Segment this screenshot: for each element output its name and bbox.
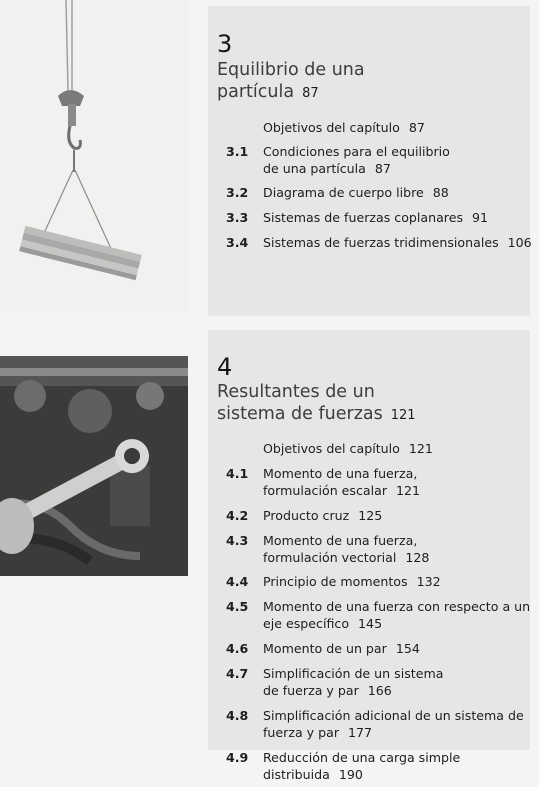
toc-entry-page: 87 [408,120,425,135]
toc-entry-title: Momento de un par [263,641,387,656]
toc-entry-page: 154 [395,641,420,656]
crane-hook-illustration [0,0,188,312]
chapter-3-title [217,59,365,105]
toc-entry-page: 125 [358,508,383,523]
toc-entry-page: 132 [416,574,441,589]
toc-entry-title: Condiciones para el equilibrio [263,144,450,159]
toc-entry-number: 4.6 [226,641,249,656]
toc-entry-title-cont: de fuerza y par [263,683,359,698]
toc-entry-number: 4.3 [226,533,249,548]
toc-entry-page: 128 [405,550,430,565]
toc-entry-number: 4.9 [226,750,249,765]
chapter-4-number: 4 [217,353,233,381]
toc-entry-title: Sistemas de fuerzas tridimensionales [263,235,499,250]
toc-entry-number: 4.5 [226,599,249,614]
toc-entry-page: 91 [472,210,489,225]
toc-entry-number: 3.4 [226,235,249,250]
crane-lifting-photo [0,0,188,312]
toc-entry-page: 166 [367,683,392,698]
toc-entry-title: Objetivos del capítulo [263,441,400,456]
toc-entry-page: 121 [408,441,433,456]
toc-entry-title: Simplificación adicional de un sistema de [263,708,524,723]
toc-entry-title: Sistemas de fuerzas coplanares [263,210,464,225]
toc-entry-title: Principio de momentos [263,574,408,589]
chapter-4-title-line1: Resultantes de un [217,382,375,402]
toc-entry-title-cont: distribuida [263,767,330,782]
toc-entry-number: 4.8 [226,708,249,723]
toc-entry-number: 3.3 [226,210,249,225]
toc-entry-page: 177 [348,725,373,740]
toc-entry-title-cont: fuerza y par [263,725,340,740]
toc-entry-number: 4.4 [226,574,249,589]
chapter-3-title-line1: Equilibrio de una [217,60,365,80]
toc-entry-title: Momento de una fuerza, [263,466,418,481]
toc-entry-title: Producto cruz [263,508,350,523]
toc-entry-number: 4.1 [226,466,249,481]
toc-entry-page: 121 [396,483,421,498]
toc-entry-page: 145 [358,616,383,631]
toc-entry-page: 106 [507,235,532,250]
toc-entry-title-cont: formulación escalar [263,483,388,498]
toc-entry-title: Momento de una fuerza con respecto a un [263,599,531,614]
chapter-3-title-line2: partícula [217,82,295,102]
chapter-3-number: 3 [217,30,233,58]
toc-entry-number: 4.2 [226,508,249,523]
toc-entry-title: Objetivos del capítulo [263,120,400,135]
chapter-4-title [217,381,416,427]
toc-entry-page: 88 [432,185,449,200]
toc-entry-title-cont: de una partícula [263,161,366,176]
toc-entry-title-cont: eje específico [263,616,350,631]
toc-entry-title: Reducción de una carga simple [263,750,461,765]
toc-entry-number: 3.1 [226,144,249,159]
toc-entry-title: Momento de una fuerza, [263,533,418,548]
toc-entry-number: 3.2 [226,185,249,200]
chapter-4-page: 121 [390,408,416,423]
toc-entry-title: Simplificación de un sistema [263,666,444,681]
toc-entry-page: 190 [338,767,363,782]
chapter-3-page: 87 [302,86,319,101]
toc-entry-title-cont: formulación vectorial [263,550,397,565]
toc-entry-title: Diagrama de cuerpo libre [263,185,424,200]
chapter-4-title-line2: sistema de fuerzas [217,404,383,424]
wrench-illustration [0,356,188,576]
toc-entry-number: 4.7 [226,666,249,681]
wrench-engine-photo [0,356,188,576]
toc-entry-page: 87 [374,161,391,176]
